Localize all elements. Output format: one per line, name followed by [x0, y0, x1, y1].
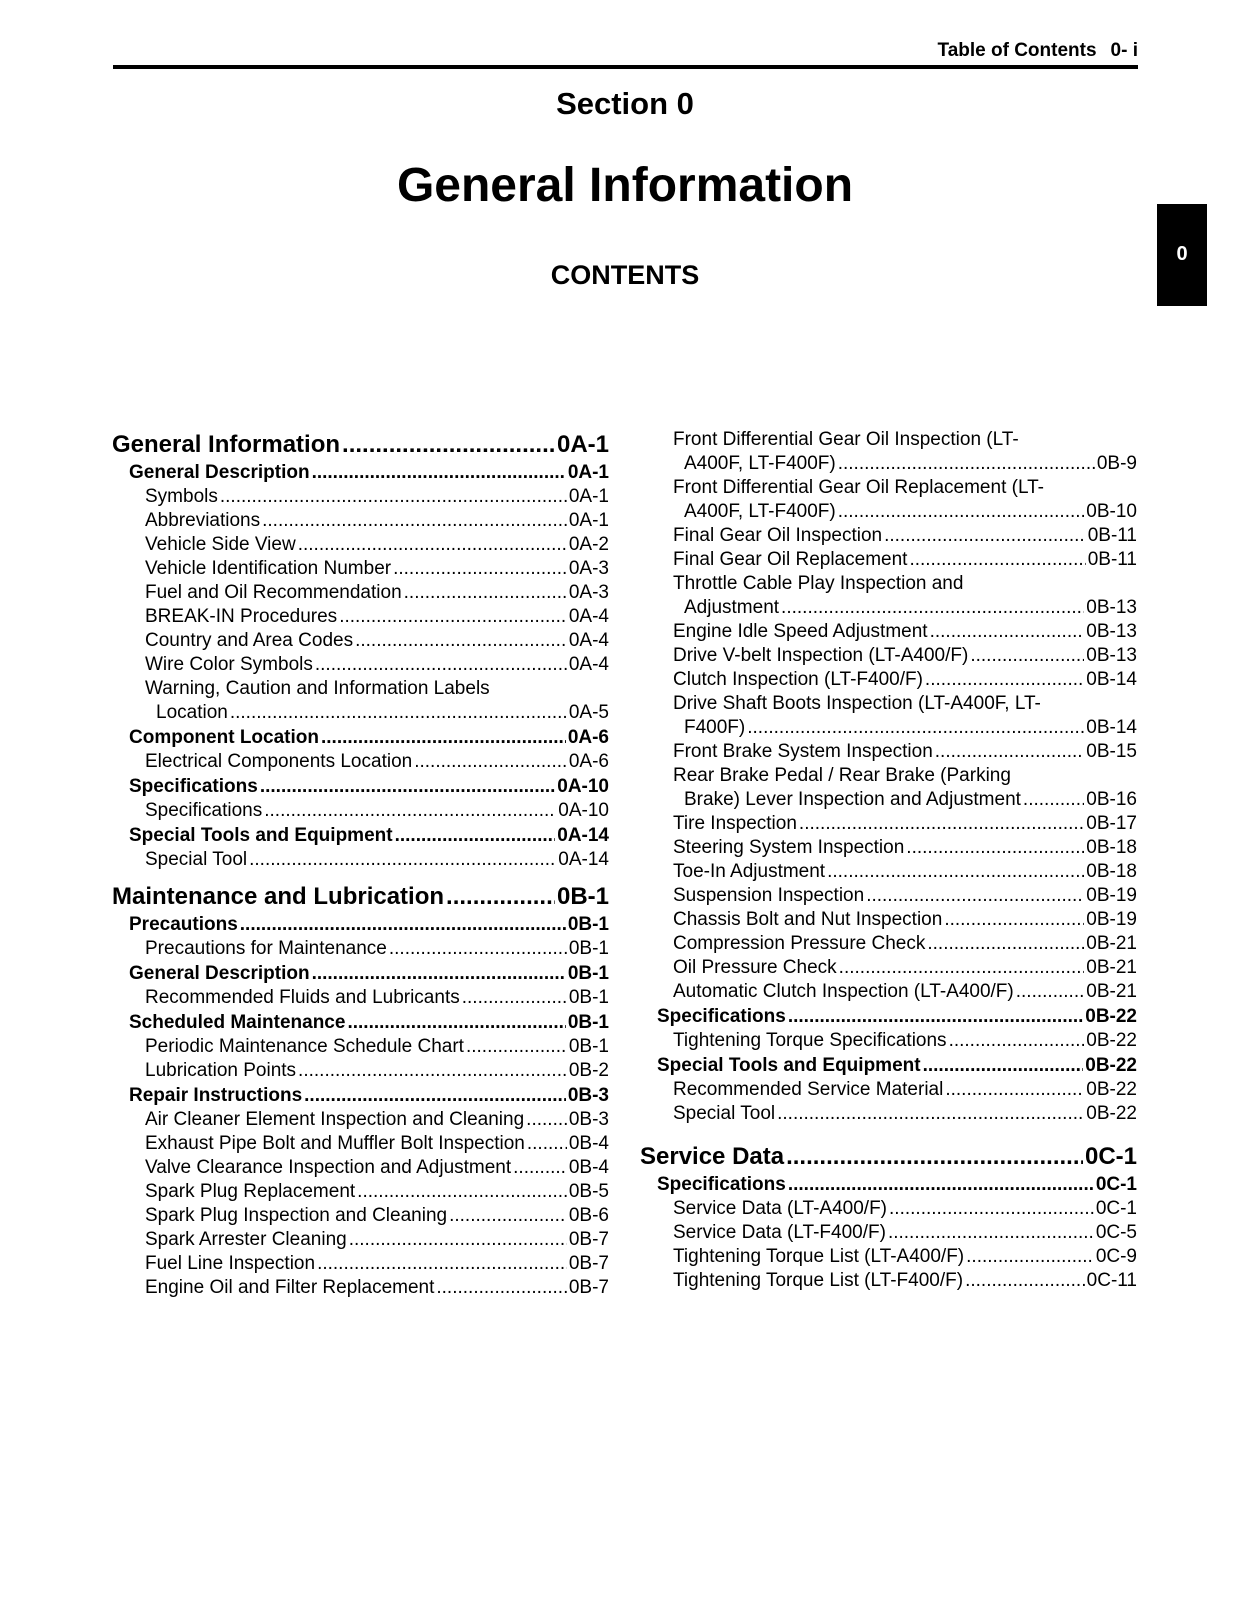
- entry-page-number: 0B-11: [1087, 549, 1137, 570]
- dot-leader: [339, 605, 567, 629]
- entry-title: Electrical Components Location: [145, 751, 413, 772]
- entry-title: Wire Color Symbols: [145, 654, 313, 675]
- running-header: [938, 40, 1139, 62]
- toc-entry-specifications-0c[interactable]: [640, 1173, 1137, 1197]
- entry-title: Periodic Maintenance Schedule Chart: [145, 1036, 464, 1057]
- dot-leader: [349, 1228, 567, 1252]
- entry-page-number: 0A-1: [568, 510, 609, 531]
- entry-title: Tightening Torque List (LT-F400/F): [673, 1270, 964, 1291]
- dot-leader: [827, 860, 1084, 884]
- entry-title: Specifications: [657, 1006, 786, 1027]
- toc-entry-service-material[interactable]: [640, 1078, 1137, 1102]
- entry-page-number: 0A-14: [557, 825, 609, 846]
- contents-heading: CONTENTS: [550, 260, 700, 290]
- toc-entry-v-belt[interactable]: [640, 644, 1137, 668]
- dot-leader: [315, 653, 567, 677]
- entry-page-number: 0B-11: [1087, 525, 1137, 546]
- dot-leader: [838, 452, 1095, 476]
- entry-title: Vehicle Side View: [145, 534, 296, 555]
- entry-title: Symbols: [145, 486, 218, 507]
- entry-page-number: 0C-1: [1095, 1198, 1137, 1219]
- entry-page-number: 0B-13: [1086, 597, 1137, 618]
- dot-leader: [321, 726, 566, 750]
- toc-left-column: [112, 428, 609, 1300]
- entry-title: Special Tools and Equipment: [657, 1055, 921, 1076]
- dot-leader: [264, 799, 556, 823]
- entry-title: Automatic Clutch Inspection (LT-A400/F): [673, 981, 1014, 1002]
- header-page-number: 0- i: [1110, 40, 1138, 61]
- toc-entry-precautions-maintenance[interactable]: [112, 937, 609, 961]
- entry-page-number: 0A-10: [557, 776, 609, 797]
- entry-page-number: 0B-1: [568, 987, 609, 1008]
- entry-title: Special Tools and Equipment: [129, 825, 393, 846]
- entry-title: Spark Arrester Cleaning: [145, 1229, 347, 1250]
- entry-page-number: 0B-21: [1086, 933, 1137, 954]
- entry-page-number: 0B-4: [568, 1157, 609, 1178]
- dot-leader: [909, 548, 1085, 572]
- dot-leader: [788, 1173, 1094, 1197]
- entry-page-number: 0B-1: [567, 963, 609, 984]
- toc-entry-vin[interactable]: [112, 557, 609, 581]
- entry-page-number: 0A-1: [567, 462, 609, 483]
- toc-entry-front-brake[interactable]: [640, 740, 1137, 764]
- section-tab-marker: 0: [1157, 204, 1207, 306]
- entry-title: Spark Plug Inspection and Cleaning: [145, 1205, 448, 1226]
- entry-title: A400F, LT-F400F): [684, 453, 836, 474]
- dot-leader: [513, 1156, 567, 1180]
- entry-page-number: 0B-13: [1086, 645, 1137, 666]
- entry-page-number: 0B-1: [567, 1012, 609, 1033]
- dot-leader: [777, 1102, 1084, 1126]
- entry-page-number: 0B-1: [568, 1036, 609, 1057]
- toc-entry-service-data-a400[interactable]: [640, 1197, 1137, 1221]
- toc-entry-vehicle-side-view[interactable]: [112, 533, 609, 557]
- entry-title: Compression Pressure Check: [673, 933, 926, 954]
- dot-leader: [357, 1180, 567, 1204]
- dot-leader: [786, 1140, 1083, 1173]
- entry-title: Engine Idle Speed Adjustment: [673, 621, 928, 642]
- dot-leader: [393, 557, 567, 581]
- toc-entry-general-description[interactable]: [112, 461, 609, 485]
- toc-entry-air-cleaner[interactable]: [112, 1108, 609, 1132]
- toc-entry-service-data[interactable]: [640, 1140, 1137, 1173]
- toc-entry-special-tool-0a[interactable]: [112, 848, 609, 872]
- entry-title: Service Data (LT-A400/F): [673, 1198, 888, 1219]
- dot-leader: [466, 1035, 567, 1059]
- entry-title: Country and Area Codes: [145, 630, 354, 651]
- entry-title: Specifications: [657, 1174, 786, 1195]
- entry-title: Location: [156, 702, 228, 723]
- entry-page-number: 0B-18: [1086, 861, 1137, 882]
- dot-leader: [298, 1059, 567, 1083]
- toc-entry-fuel-line[interactable]: [112, 1252, 609, 1276]
- entry-title: BREAK-IN Procedures: [145, 606, 338, 627]
- dot-leader: [781, 596, 1084, 620]
- entry-page-number: 0C-1: [1084, 1143, 1137, 1170]
- toc-entry-valve-clearance[interactable]: [112, 1156, 609, 1180]
- toc-entry-compression[interactable]: [640, 932, 1137, 956]
- toc-entry-country-codes[interactable]: [112, 629, 609, 653]
- dot-leader: [304, 1084, 566, 1108]
- dot-leader: [317, 1252, 567, 1276]
- entry-page-number: 0B-9: [1096, 453, 1137, 474]
- toc-entry-final-gear-inspection[interactable]: [640, 524, 1137, 548]
- entry-page-number: 0B-5: [568, 1181, 609, 1202]
- header-rule: [113, 65, 1138, 69]
- entry-title: A400F, LT-F400F): [684, 501, 836, 522]
- entry-page-number: 0A-3: [568, 558, 609, 579]
- toc-entry-suspension[interactable]: [640, 884, 1137, 908]
- dot-leader: [312, 962, 566, 986]
- dot-leader: [945, 1078, 1084, 1102]
- entry-title-line1: Front Differential Gear Oil Replacement (LT-: [673, 477, 1044, 498]
- entry-page-number: 0B-7: [568, 1277, 609, 1298]
- section-label: Section 0: [556, 86, 694, 121]
- dot-leader: [462, 986, 567, 1010]
- entry-page-number: 0A-14: [558, 849, 609, 870]
- entry-page-number: 0B-22: [1086, 1103, 1137, 1124]
- entry-title: Valve Clearance Inspection and Adjustment: [145, 1157, 512, 1178]
- toc-entry-maintenance-lubrication[interactable]: [112, 880, 609, 913]
- entry-title: Maintenance and Lubrication: [112, 883, 445, 910]
- toc-entry-clutch[interactable]: [640, 668, 1137, 692]
- entry-title: Final Gear Oil Replacement: [673, 549, 908, 570]
- entry-page-number: 0A-5: [568, 702, 609, 723]
- entry-title: Suspension Inspection: [673, 885, 865, 906]
- entry-title: Steering System Inspection: [673, 837, 905, 858]
- toc-entry-maintenance-schedule-chart[interactable]: [112, 1035, 609, 1059]
- toc-entry-front-diff-inspection[interactable]: [640, 428, 1137, 476]
- entry-title-line1: Warning, Caution and Information Labels: [145, 678, 490, 699]
- toc-entry-general-information[interactable]: [112, 428, 609, 461]
- toc-entry-oil-pressure[interactable]: [640, 956, 1137, 980]
- dot-leader: [944, 908, 1084, 932]
- entry-page-number: 0B-1: [556, 883, 609, 910]
- entry-title: Service Data: [640, 1143, 785, 1170]
- entry-title: Tightening Torque List (LT-A400/F): [673, 1246, 965, 1267]
- entry-title: Repair Instructions: [129, 1085, 303, 1106]
- entry-title: Vehicle Identification Number: [145, 558, 392, 579]
- entry-page-number: 0B-19: [1086, 909, 1137, 930]
- dot-leader: [838, 500, 1085, 524]
- entry-title-line1: Throttle Cable Play Inspection and: [673, 573, 964, 594]
- entry-page-number: 0C-11: [1086, 1270, 1137, 1291]
- dot-leader: [1016, 980, 1085, 1004]
- entry-title: Clutch Inspection (LT-F400/F): [673, 669, 923, 690]
- entry-page-number: 0B-22: [1086, 1030, 1137, 1051]
- entry-page-number: 0A-10: [558, 800, 609, 821]
- entry-page-number: 0B-17: [1086, 813, 1137, 834]
- entry-title: Component Location: [129, 727, 319, 748]
- dot-leader: [249, 848, 556, 872]
- dot-leader: [884, 524, 1086, 548]
- toc-entry-chassis-bolt[interactable]: [640, 908, 1137, 932]
- entry-page-number: 0B-22: [1085, 1006, 1137, 1027]
- toc-entry-specifications-sub-0a[interactable]: [112, 799, 609, 823]
- toc-entry-specifications-0a[interactable]: [112, 775, 609, 799]
- entry-title: Oil Pressure Check: [673, 957, 837, 978]
- toc-entry-tire[interactable]: [640, 812, 1137, 836]
- dot-leader: [389, 937, 567, 961]
- dot-leader: [839, 956, 1085, 980]
- entry-page-number: 0B-18: [1086, 837, 1137, 858]
- toc-entry-spark-plug-replacement[interactable]: [112, 1180, 609, 1204]
- toc-entry-toe-in[interactable]: [640, 860, 1137, 884]
- entry-page-number: 0C-1: [1095, 1174, 1137, 1195]
- entry-title: F400F): [684, 717, 746, 738]
- entry-title: Specifications: [129, 776, 258, 797]
- entry-title: Service Data (LT-F400/F): [673, 1222, 886, 1243]
- entry-title: Adjustment: [684, 597, 780, 618]
- toc-entry-torque-specifications[interactable]: [640, 1029, 1137, 1053]
- dot-leader: [436, 1276, 566, 1300]
- dot-leader: [935, 740, 1085, 764]
- entry-title: Exhaust Pipe Bolt and Muffler Bolt Inspection: [145, 1133, 525, 1154]
- entry-title: Scheduled Maintenance: [129, 1012, 346, 1033]
- toc-entry-symbols[interactable]: [112, 485, 609, 509]
- entry-page-number: 0C-5: [1095, 1222, 1137, 1243]
- toc-entry-special-tool-0b[interactable]: [640, 1102, 1137, 1126]
- entry-title: Chassis Bolt and Nut Inspection: [673, 909, 943, 930]
- toc-entry-torque-list-f400[interactable]: [640, 1269, 1137, 1293]
- dot-leader: [966, 1245, 1094, 1269]
- dot-leader: [747, 716, 1084, 740]
- dot-leader: [1023, 788, 1084, 812]
- entry-page-number: 0B-22: [1086, 1079, 1137, 1100]
- entry-page-number: 0A-4: [568, 630, 609, 651]
- entry-page-number: 0B-1: [567, 914, 609, 935]
- entry-title: Air Cleaner Element Inspection and Cleaning: [145, 1109, 525, 1130]
- dot-leader: [799, 812, 1084, 836]
- toc-entry-wire-color[interactable]: [112, 653, 609, 677]
- dot-leader: [930, 620, 1085, 644]
- entry-page-number: 0B-6: [568, 1205, 609, 1226]
- entry-page-number: 0A-3: [568, 582, 609, 603]
- entry-page-number: 0B-7: [568, 1229, 609, 1250]
- dot-leader: [298, 533, 567, 557]
- toc-entry-repair-instructions[interactable]: [112, 1084, 609, 1108]
- dot-leader: [262, 509, 567, 533]
- entry-page-number: 0B-22: [1085, 1055, 1137, 1076]
- dot-leader: [342, 428, 555, 461]
- toc-entry-oil-filter[interactable]: [112, 1276, 609, 1300]
- entry-title: Fuel Line Inspection: [145, 1253, 316, 1274]
- dot-leader: [970, 644, 1084, 668]
- toc-entry-rear-brake[interactable]: [640, 764, 1137, 812]
- dot-leader: [395, 824, 556, 848]
- toc-entry-special-tools-0a[interactable]: [112, 824, 609, 848]
- entry-page-number: 0B-14: [1086, 669, 1137, 690]
- dot-leader: [347, 1011, 565, 1035]
- toc-entry-drive-shaft-boots[interactable]: [640, 692, 1137, 740]
- entry-title-line1: Rear Brake Pedal / Rear Brake (Parking: [673, 765, 1011, 786]
- entry-page-number: 0B-7: [568, 1253, 609, 1274]
- entry-title-line1: Drive Shaft Boots Inspection (LT-A400F, LT-: [673, 693, 1041, 714]
- entry-title: Recommended Service Material: [673, 1079, 944, 1100]
- dot-leader: [925, 668, 1084, 692]
- entry-page-number: 0B-10: [1086, 501, 1137, 522]
- entry-title: Abbreviations: [145, 510, 261, 531]
- entry-title: Tire Inspection: [673, 813, 797, 834]
- entry-page-number: 0B-15: [1086, 741, 1137, 762]
- entry-title: Drive V-belt Inspection (LT-A400/F): [673, 645, 969, 666]
- toc-entry-idle-speed[interactable]: [640, 620, 1137, 644]
- dot-leader: [527, 1132, 567, 1156]
- dot-leader: [312, 461, 566, 485]
- entry-title: General Description: [129, 462, 310, 483]
- dot-leader: [866, 884, 1084, 908]
- toc-entry-front-diff-replacement[interactable]: [640, 476, 1137, 524]
- dot-leader: [526, 1108, 567, 1132]
- entry-title: Special Tool: [673, 1103, 776, 1124]
- toc-entry-break-in[interactable]: [112, 605, 609, 629]
- dot-leader: [449, 1204, 567, 1228]
- dot-leader: [949, 1029, 1085, 1053]
- toc-entry-fuel-oil[interactable]: [112, 581, 609, 605]
- entry-title: Precautions for Maintenance: [145, 938, 387, 959]
- toc-entry-lubrication-points[interactable]: [112, 1059, 609, 1083]
- toc-entry-service-data-f400[interactable]: [640, 1221, 1137, 1245]
- toc-entry-exhaust-pipe[interactable]: [112, 1132, 609, 1156]
- entry-title: Fuel and Oil Recommendation: [145, 582, 402, 603]
- entry-page-number: 0B-1: [568, 938, 609, 959]
- entry-page-number: 0B-21: [1086, 957, 1137, 978]
- dot-leader: [888, 1221, 1094, 1245]
- toc-entry-abbreviations[interactable]: [112, 509, 609, 533]
- toc-entry-fluids-lubricants[interactable]: [112, 986, 609, 1010]
- header-title: Table of Contents: [937, 40, 1097, 61]
- entry-page-number: 0A-1: [568, 486, 609, 507]
- entry-page-number: 0A-1: [556, 431, 609, 458]
- toc-entry-automatic-clutch[interactable]: [640, 980, 1137, 1004]
- entry-page-number: 0B-16: [1086, 789, 1137, 810]
- entry-title: Front Brake System Inspection: [673, 741, 933, 762]
- toc-entry-scheduled-maintenance[interactable]: [112, 1011, 609, 1035]
- toc-entry-steering[interactable]: [640, 836, 1137, 860]
- entry-title: Engine Oil and Filter Replacement: [145, 1277, 435, 1298]
- entry-page-number: 0A-4: [568, 654, 609, 675]
- toc-entry-spark-arrester[interactable]: [112, 1228, 609, 1252]
- entry-title-line1: Front Differential Gear Oil Inspection (LT-: [673, 429, 1019, 450]
- entry-title: Toe-In Adjustment: [673, 861, 826, 882]
- toc-entry-throttle-cable[interactable]: [640, 572, 1137, 620]
- entry-page-number: 0A-6: [568, 751, 609, 772]
- page-title: General Information: [396, 159, 854, 212]
- toc-entry-precautions[interactable]: [112, 913, 609, 937]
- entry-title: Final Gear Oil Inspection: [673, 525, 883, 546]
- entry-title: General Description: [129, 963, 310, 984]
- entry-page-number: 0B-21: [1086, 981, 1137, 1002]
- toc-entry-spark-plug-inspection[interactable]: [112, 1204, 609, 1228]
- entry-title: Special Tool: [145, 849, 248, 870]
- entry-page-number: 0B-2: [568, 1060, 609, 1081]
- entry-page-number: 0A-6: [567, 727, 609, 748]
- toc-right-column: [640, 428, 1137, 1293]
- entry-title: Spark Plug Replacement: [145, 1181, 356, 1202]
- toc-entry-warning-labels[interactable]: [112, 677, 609, 725]
- toc-entry-electrical-components[interactable]: [112, 750, 609, 774]
- dot-leader: [230, 701, 567, 725]
- toc-entry-component-location[interactable]: [112, 726, 609, 750]
- entry-page-number: 0A-2: [568, 534, 609, 555]
- dot-leader: [965, 1269, 1085, 1293]
- dot-leader: [220, 485, 567, 509]
- entry-page-number: 0B-4: [568, 1133, 609, 1154]
- entry-title: Brake) Lever Inspection and Adjustment: [684, 789, 1021, 810]
- entry-title: Precautions: [129, 914, 238, 935]
- entry-page-number: 0B-3: [567, 1085, 609, 1106]
- dot-leader: [260, 775, 555, 799]
- toc-entry-final-gear-replacement[interactable]: [640, 548, 1137, 572]
- dot-leader: [240, 913, 566, 937]
- dot-leader: [788, 1005, 1083, 1029]
- toc-entry-specifications-0b[interactable]: [640, 1005, 1137, 1029]
- entry-title: Recommended Fluids and Lubricants: [145, 987, 460, 1008]
- toc-entry-general-description-0b[interactable]: [112, 962, 609, 986]
- entry-page-number: 0A-4: [568, 606, 609, 627]
- entry-page-number: 0B-19: [1086, 885, 1137, 906]
- dot-leader: [355, 629, 567, 653]
- toc-entry-torque-list-a400[interactable]: [640, 1245, 1137, 1269]
- entry-page-number: 0B-13: [1086, 621, 1137, 642]
- dot-leader: [889, 1197, 1094, 1221]
- dot-leader: [927, 932, 1084, 956]
- entry-title: Tightening Torque Specifications: [673, 1030, 947, 1051]
- entry-page-number: 0B-3: [568, 1109, 609, 1130]
- dot-leader: [404, 581, 567, 605]
- entry-page-number: 0C-9: [1095, 1246, 1137, 1267]
- dot-leader: [446, 880, 555, 913]
- entry-page-number: 0B-14: [1086, 717, 1137, 738]
- dot-leader: [923, 1054, 1084, 1078]
- entry-title: Specifications: [145, 800, 263, 821]
- dot-leader: [414, 750, 567, 774]
- dot-leader: [906, 836, 1084, 860]
- toc-entry-special-tools-0b[interactable]: [640, 1054, 1137, 1078]
- entry-title: General Information: [112, 431, 341, 458]
- entry-title: Lubrication Points: [145, 1060, 297, 1081]
